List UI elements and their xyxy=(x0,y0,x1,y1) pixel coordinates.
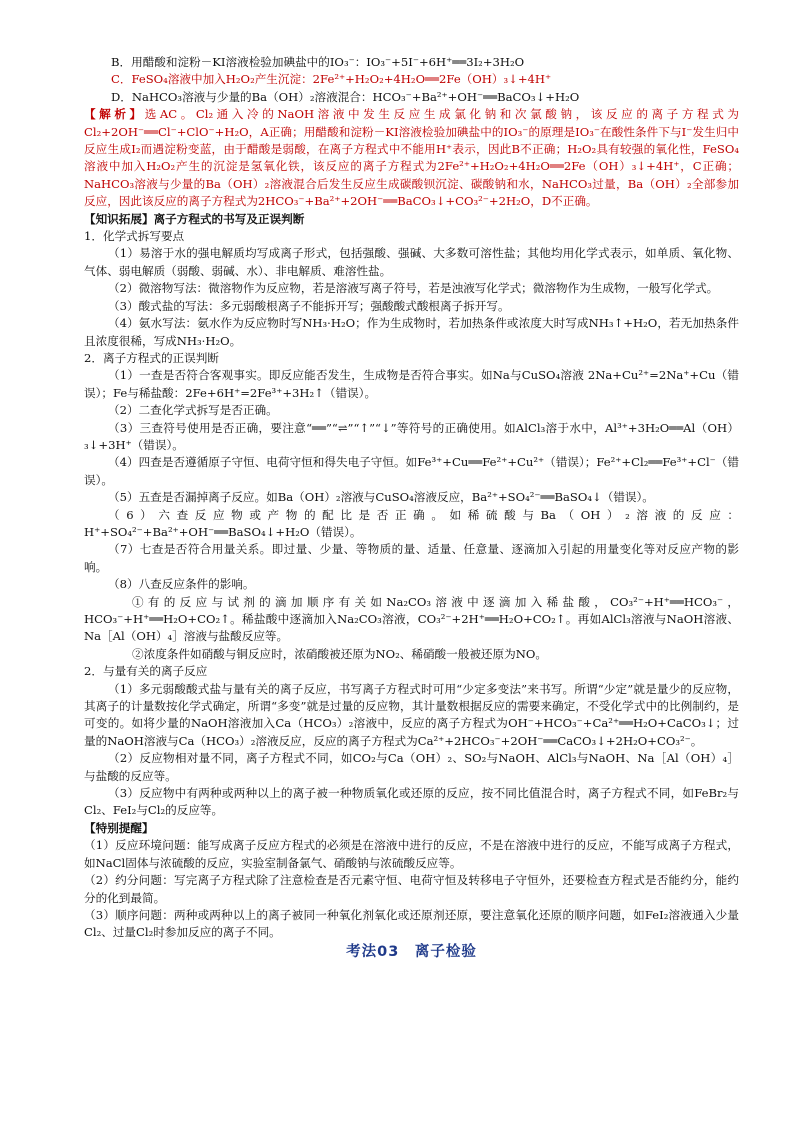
analysis-text: 选AC。Cl₂通入冷的NaOH溶液中发生反应生成氯化钠和次氯酸钠，该反应的离子方程式为Cl₂+2OH⁻══Cl⁻+ClO⁻+H₂O，A正确；用醋酸和淀粉－KI溶液检验加碘盐中的IO₃⁻的原理是IO₃⁻在酸性条件下与I⁻发生归中反应生成I₂而遇淀粉变蓝，由于醋酸是弱酸，在离子方程式中不能用H⁺表示，因此B不正确；H₂O₂具有较强的氧化性，FeSO₄溶液中加入H₂O₂产生的沉淀是氢氧化铁，该反应的离子方程式为2Fe²⁺+H₂O₂+4H₂O══2Fe（OH）₃↓+4H⁺，C正确；NaHCO₃溶液与少量的Ba（OH）₂溶液混合后发生反应生成碳酸钡沉淀、碳酸钠和水，NaHCO₃过量，Ba（OH）₂全部参加反应，因此该反应的离子方程式为2HCO₃⁻+Ba²⁺+2OH⁻══BaCO₃↓+CO₃²⁻+2H₂O，D不正确。 xyxy=(84,107,739,209)
section-2-item-3: （3）三查符号使用是否正确，要注意“══”“⇌”“↑”“↓”等符号的正确使用。如AlCl₃溶于水中，Al³⁺+3H₂O══Al（OH）₃↓+3H⁺（错误）。 xyxy=(84,420,739,452)
analysis-paragraph xyxy=(84,106,739,210)
special-label: 【特别提醒】 xyxy=(84,820,154,835)
section-2-item-6: （6）六查反应物或产物的配比是否正确。如稀硫酸与Ba（OH）₂溶液的反应：H⁺+SO₄²⁻+Ba²⁺+OH⁻══BaSO₄↓+H₂O（错误）。 xyxy=(84,507,739,539)
document-page xyxy=(84,54,739,961)
section-2-item-8b: ②浓度条件如硝酸与铜反应时，浓硝酸被还原为NO₂、稀硝酸一般被还原为NO。 xyxy=(132,646,547,661)
option-d: D．NaHCO₃溶液与少量的Ba（OH）₂溶液混合：HCO₃⁻+Ba²⁺+OH⁻══BaCO₃↓+H₂O xyxy=(111,89,580,104)
section-2-item-4: （4）四查是否遵循原子守恒、电荷守恒和得失电子守恒。如Fe³⁺+Cu══Fe²⁺+Cu²⁺（错误）；Fe²⁺+Cl₂══Fe³⁺+Cl⁻（错误）。 xyxy=(84,455,739,487)
option-b: B．用醋酸和淀粉－KI溶液检验加碘盐中的IO₃⁻：IO₃⁻+5I⁻+6H⁺══3I₂+3H₂O xyxy=(111,55,525,69)
special-item-1: （1）反应环境问题：能写成离子反应方程式的必须是在溶液中进行的反应，不是在溶液中进行的反应，不能写成离子方程式，如NaCl固体与浓硫酸的反应，实验室制备氯气、硝酸钠与浓硫酸反应等。 xyxy=(84,838,739,870)
section-1-heading: 1．化学式拆写要点 xyxy=(84,229,185,244)
analysis-label: 【解析】 xyxy=(84,107,145,122)
special-item-2: （2）约分问题：写完离子方程式除了注意检查是否元素守恒、电荷守恒及转移电子守恒外，还要检查方程式是否能约分，能约分的化到最简。 xyxy=(84,873,739,905)
option-c: C．FeSO₄溶液中加入H₂O₂产生沉淀：2Fe²⁺+H₂O₂+4H₂O══2Fe（OH）₃↓+4H⁺ xyxy=(111,72,552,87)
section-2-item-8a: ①有的反应与试剂的滴加顺序有关如Na₂CO₃溶液中逐滴加入稀盐酸，CO₃²⁻+H⁺══HCO₃⁻，HCO₃⁻+H⁺══H₂O+CO₂↑。稀盐酸中逐滴加入Na₂CO₃溶液，CO₃²⁻+2H⁺══H₂O+CO₂↑。再如AlCl₃溶液与NaOH溶液、Na［Al（OH）₄］溶液与盐酸反应等。 xyxy=(84,594,739,644)
section-1-item-1: （1）易溶于水的强电解质均写成离子形式，包括强酸、强碱、大多数可溶性盐；其他均用化学式表示，如单质、氧化物、气体、弱电解质（弱酸、弱碱、水）、非电解质、难溶性盐。 xyxy=(84,246,739,278)
section-1-item-2: （2）微溶物写法：微溶物作为反应物，若是溶液写离子符号，若是浊液写化学式；微溶物作为生成物，一般写化学式。 xyxy=(108,281,719,296)
section-3-item-3: （3）反应物中有两种或两种以上的离子被一种物质氧化或还原的反应，按不同比值混合时，离子方程式不同，如FeBr₂与Cl₂、FeI₂与Cl₂的反应等。 xyxy=(84,786,739,818)
section-3-item-1: （1）多元弱酸酸式盐与量有关的离子反应，书写离子方程式时可用“少定多变法”来书写。所谓“少定”就是量少的反应物，其离子的计量数按化学式确定，所谓“多变”就是过量的反应物，其计量数根据反应的需要来确定，不受化学式中的比例制约，是可变的。如将少量的NaOH溶液加入Ca（HCO₃）₂溶液中，反应的离子方程式为OH⁻+HCO₃⁻+Ca²⁺══H₂O+CaCO₃↓；过量的NaOH溶液与Ca（HCO₃）₂溶液反应，反应的离子方程式为Ca²⁺+2HCO₃⁻+2OH⁻══CaCO₃↓+2H₂O+CO₃²⁻。 xyxy=(84,681,739,748)
section-2-item-8: （8）八查反应条件的影响。 xyxy=(108,577,255,592)
section-2-item-5: （5）五查是否漏掉离子反应。如Ba（OH）₂溶液与CuSO₄溶液反应，Ba²⁺+SO₄²⁻══BaSO₄↓（错误）。 xyxy=(108,490,654,505)
special-item-3: （3）顺序问题：两种或两种以上的离子被同一种氧化剂氧化或还原剂还原，要注意氧化还原的顺序问题，如FeI₂溶液通入少量Cl₂、过量Cl₂时参加反应的离子不同。 xyxy=(84,907,739,940)
next-section-title: 考法03 离子检验 xyxy=(346,943,477,960)
section-2-item-7: （7）七查是否符合用量关系。即过量、少量、等物质的量、适量、任意量、逐滴加入引起的用量变化等对反应产物的影响。 xyxy=(84,542,739,574)
section-3-heading: 2．与量有关的离子反应 xyxy=(84,664,208,679)
knowledge-label: 【知识拓展】 xyxy=(84,211,154,226)
section-1-item-3: （3）酸式盐的写法：多元弱酸根离子不能拆开写；强酸酸式酸根离子拆开写。 xyxy=(108,298,510,313)
section-3-item-2: （2）反应物相对量不同，离子方程式不同，如CO₂与Ca（OH）₂、SO₂与NaOH、AlCl₃与NaOH、Na［Al（OH）₄］与盐酸的反应等。 xyxy=(84,751,739,783)
section-1-item-4: （4）氨水写法：氨水作为反应物时写NH₃·H₂O；作为生成物时，若加热条件或浓度大时写成NH₃↑+H₂O，若无加热条件且浓度很稀，写成NH₃·H₂O。 xyxy=(84,316,739,348)
section-2-item-2: （2）二查化学式拆写是否正确。 xyxy=(108,403,278,418)
section-2-item-1: （1）一查是否符合客观事实。即反应能否发生，生成物是否符合事实。如Na与CuSO₄溶液 2Na+Cu²⁺=2Na⁺+Cu（错误）；Fe与稀盐酸：2Fe+6H⁺=2Fe³⁺+3H₂↑（错误）。 xyxy=(84,368,739,400)
knowledge-title: 离子方程式的书写及正误判断 xyxy=(153,211,305,226)
knowledge-heading xyxy=(84,211,739,228)
section-2-heading: 2．离子方程式的正误判断 xyxy=(84,350,219,365)
